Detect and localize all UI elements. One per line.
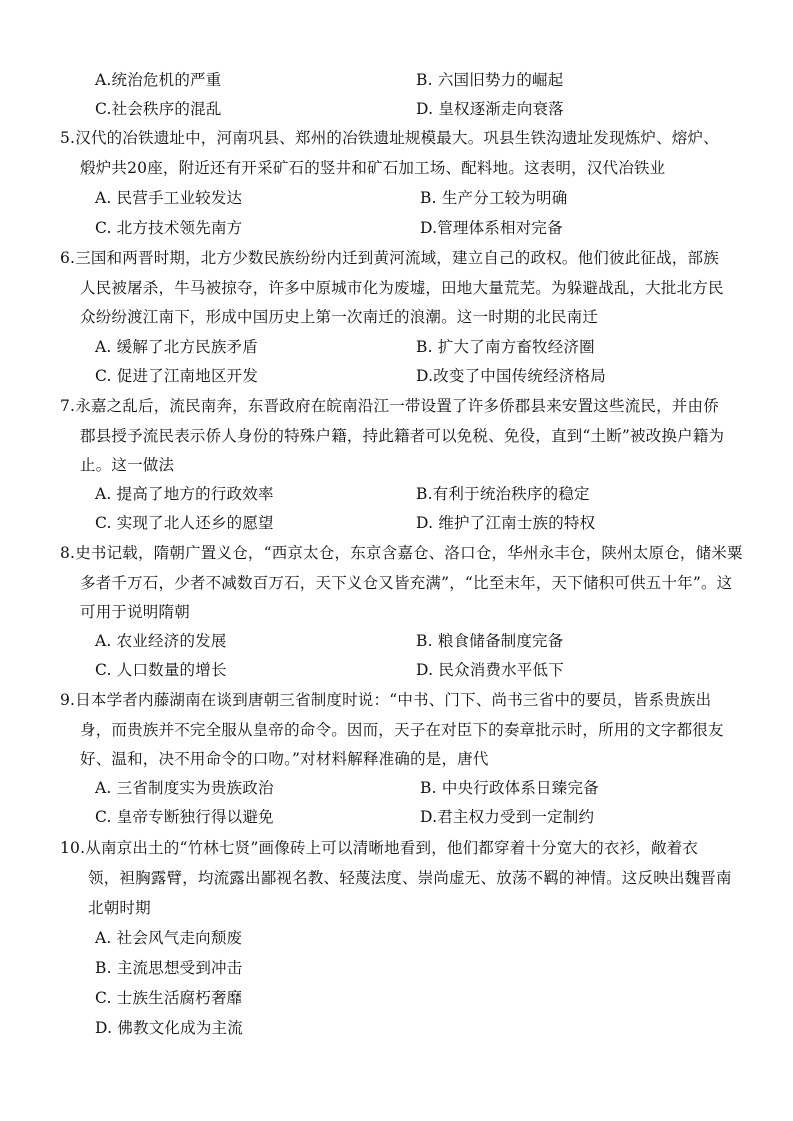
q5-option-b: B. 生产分工较为明确 [420, 189, 568, 207]
q7-stem-line-1: 7.永嘉之乱后，流民南奔，东晋政府在皖南沿江一带设置了许多侨郡县来安置这些流民，并由侨 [60, 397, 719, 415]
q5-option-c: C. 北方技术领先南方 [95, 219, 243, 237]
q6-stem-line-3: 众纷纷渡江南下，形成中国历史上第一次南迁的浪潮。这一时期的北民南迁 [80, 308, 599, 326]
q8-option-c: C. 人口数量的增长 [95, 661, 227, 679]
q6-option-d: D.改变了中国传统经济格局 [416, 367, 606, 385]
q6-option-b: B. 扩大了南方畜牧经济圈 [416, 338, 595, 356]
q5-option-a: A. 民营手工业较发达 [95, 189, 243, 207]
q8-stem-line-3: 可用于说明隋朝 [80, 603, 190, 621]
q9-option-b: B. 中央行政体系日臻完备 [420, 779, 599, 797]
q6-option-a: A. 缓解了北方民族矛盾 [95, 338, 258, 356]
q9-stem-line-1: 9.日本学者内藤湖南在谈到唐朝三省制度时说：“中书、门下、尚书三省中的要员，皆系贵族出 [60, 691, 712, 709]
q4-option-a: A.统治危机的严重 [95, 71, 222, 89]
q5-option-d: D.管理体系相对完备 [420, 219, 563, 237]
q7-stem-line-3: 止。这一做法 [80, 456, 175, 474]
q5-stem-line-2: 煅炉共20座，附近还有开采矿石的竖井和矿石加工场、配料地。这表明，汉代冶铁业 [80, 159, 666, 177]
q6-stem-line-1: 6.三国和两晋时期，北方少数民族纷纷内迁到黄河流域，建立自己的政权。他们彼此征战，部族 [60, 249, 719, 267]
q7-stem-line-2: 郡县授予流民表示侨人身份的特殊户籍，持此籍者可以免税、免役，直到“土断”被改换户籍为 [80, 427, 725, 445]
q10-option-b: B. 主流思想受到冲击 [95, 959, 243, 977]
q8-option-a: A. 农业经济的发展 [95, 632, 227, 650]
q4-option-b: B. 六国旧势力的崛起 [416, 71, 564, 89]
q8-stem-line-2: 多者千万石，少者不减数百万石，天下义仓又皆充满”，“比至末年，天下储积可供五十年”。这 [80, 574, 733, 592]
q5-stem-line-1: 5.汉代的冶铁遗址中，河南巩县、郑州的冶铁遗址规模最大。巩县生铁沟遗址发现炼炉、熔炉、 [60, 129, 719, 147]
q9-option-c: C. 皇帝专断独行得以避免 [95, 808, 274, 826]
q9-stem-line-2: 身，而贵族并不完全服从皇帝的命令。因而，天子在对臣下的奏章批示时，所用的文字都很友 [80, 721, 724, 739]
q7-option-a: A. 提高了地方的行政效率 [95, 485, 274, 503]
q7-option-d: D. 维护了江南士族的特权 [416, 514, 596, 532]
q9-stem-line-3: 好、温和，决不用命令的口吻。”对材料解释准确的是，唐代 [80, 750, 489, 768]
q4-option-d: D. 皇权逐渐走向衰落 [416, 100, 564, 118]
q4-option-c: C.社会秩序的混乱 [95, 100, 222, 118]
q8-option-b: B. 粮食储备制度完备 [416, 632, 564, 650]
q10-stem-line-3: 北朝时期 [88, 899, 151, 917]
q8-stem-line-1: 8.史书记载，隋朝广置义仓，“西京太仓，东京含嘉仓、洛口仓，华州永丰仓，陕州太原仓，储米粟 [60, 544, 743, 562]
q9-option-a: A. 三省制度实为贵族政治 [95, 779, 274, 797]
q7-option-b: B.有利于统治秩序的稳定 [416, 485, 590, 503]
q6-stem-line-2: 人民被屠杀，牛马被掠夺，许多中原城市化为废墟，田地大量荒芜。为躲避战乱，大批北方民 [80, 279, 724, 297]
q10-option-d: D. 佛教文化成为主流 [95, 1019, 243, 1037]
q10-option-c: C. 士族生活腐朽奢靡 [95, 989, 243, 1007]
q10-option-a: A. 社会风气走向颓废 [95, 929, 243, 947]
q8-option-d: D. 民众消费水平低下 [416, 661, 564, 679]
q9-option-d: D.君主权力受到一定制约 [420, 808, 595, 826]
q7-option-c: C. 实现了北人还乡的愿望 [95, 514, 274, 532]
q6-option-c: C. 促进了江南地区开发 [95, 367, 259, 385]
q10-stem-line-2: 领，袒胸露臂，均流露出鄙视名教、轻蔑法度、崇尚虚无、放荡不羁的神情。这反映出魏晋南 [88, 869, 732, 887]
q10-stem-line-1: 10.从南京出土的“竹林七贤”画像砖上可以清晰地看到，他们都穿着十分宽大的衣衫，敞着衣 [60, 839, 699, 857]
